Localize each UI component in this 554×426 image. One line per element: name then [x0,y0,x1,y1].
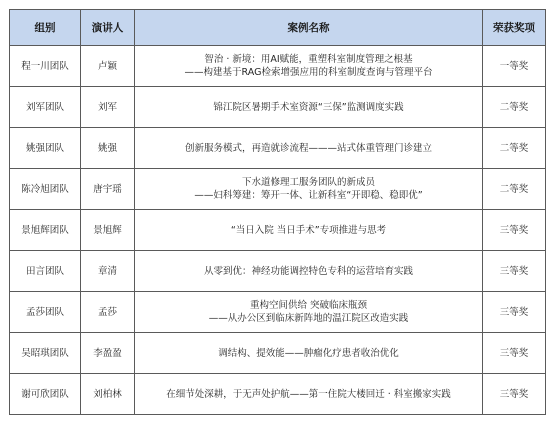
cell-case-name [135,46,483,87]
cell-case-name [135,292,483,333]
cell-speaker: 刘柏林 [81,374,135,415]
cell-award: 二等奖 [483,128,546,169]
table-row [10,169,546,210]
case-subtitle-line: ——从办公区到临床新阵地的温江院区改造实践 [208,313,409,324]
cell-group: 景旭辉团队 [10,210,81,251]
cell-group: 陈冷旭团队 [10,169,81,210]
cell-award: 三等奖 [483,251,546,292]
cell-case-name [135,87,483,128]
cell-speaker: 姚强 [81,128,135,169]
table-row [10,374,546,415]
cell-award: 三等奖 [483,333,546,374]
header-speaker: 演讲人 [81,10,135,46]
case-title-line: 创新服务模式，再造就诊流程———站式体重管理门诊建立 [184,142,432,154]
cell-award: 二等奖 [483,169,546,210]
header-row [10,10,546,46]
awards-table [9,9,546,415]
cell-group: 吴昭琪团队 [10,333,81,374]
case-title-line: 智治 · 新境：用AI赋能，重塑科室制度管理之根基 [204,54,413,65]
case-subtitle-line: ——妇科筹建：筹开一体、让新科室“开即稳、稳即优” [194,190,423,201]
case-title-line: 重构空间供给 突破临床瓶颈 [249,300,368,311]
cell-award: 三等奖 [483,292,546,333]
header-case-name: 案例名称 [135,10,483,46]
cell-speaker: 景旭辉 [81,210,135,251]
cell-group: 田言团队 [10,251,81,292]
case-title-line: 从零到优：神经功能调控特色专科的运营培育实践 [203,265,413,277]
table-row [10,128,546,169]
cell-case-name [135,169,483,210]
cell-group: 程一川团队 [10,46,81,87]
cell-award: 三等奖 [483,374,546,415]
case-title-line: 下水道修理工服务团队的新成员 [241,177,375,188]
cell-case-name [135,251,483,292]
cell-speaker: 卢颖 [81,46,135,87]
table-row [10,292,546,333]
table-row [10,333,546,374]
cell-group: 谢可欣团队 [10,374,81,415]
case-title-line: “当日入院 当日手术”专项推进与思考 [230,224,387,236]
cell-award: 一等奖 [483,46,546,87]
cell-group: 刘军团队 [10,87,81,128]
header-group: 组别 [10,10,81,46]
cell-speaker: 唐宇瑶 [81,169,135,210]
header-award: 荣获奖项 [483,10,546,46]
case-title-line: 在细节处深耕，于无声处护航——第一住院大楼回迁 · 科室搬家实践 [166,388,451,400]
cell-case-name [135,128,483,169]
case-title-line: 锦江院区暑期手术室资源“三保”监测调度实践 [213,101,404,113]
cell-award: 二等奖 [483,87,546,128]
cell-speaker: 李盈盈 [81,333,135,374]
case-subtitle-line: ——构建基于RAG检索增强应用的科室制度查询与管理平台 [184,67,433,78]
cell-award: 三等奖 [483,210,546,251]
table-row [10,251,546,292]
table-row [10,46,546,87]
table-row [10,87,546,128]
cell-speaker: 孟莎 [81,292,135,333]
table-body [10,46,546,415]
cell-speaker: 章清 [81,251,135,292]
cell-group: 姚强团队 [10,128,81,169]
awards-table-container [9,9,545,418]
cell-case-name [135,374,483,415]
cell-group: 孟莎团队 [10,292,81,333]
table-row [10,210,546,251]
case-title-line: 调结构、提效能——肿瘤化疗患者收治优化 [218,347,399,359]
table-header [10,10,546,46]
cell-speaker: 刘军 [81,87,135,128]
cell-case-name [135,210,483,251]
cell-case-name [135,333,483,374]
